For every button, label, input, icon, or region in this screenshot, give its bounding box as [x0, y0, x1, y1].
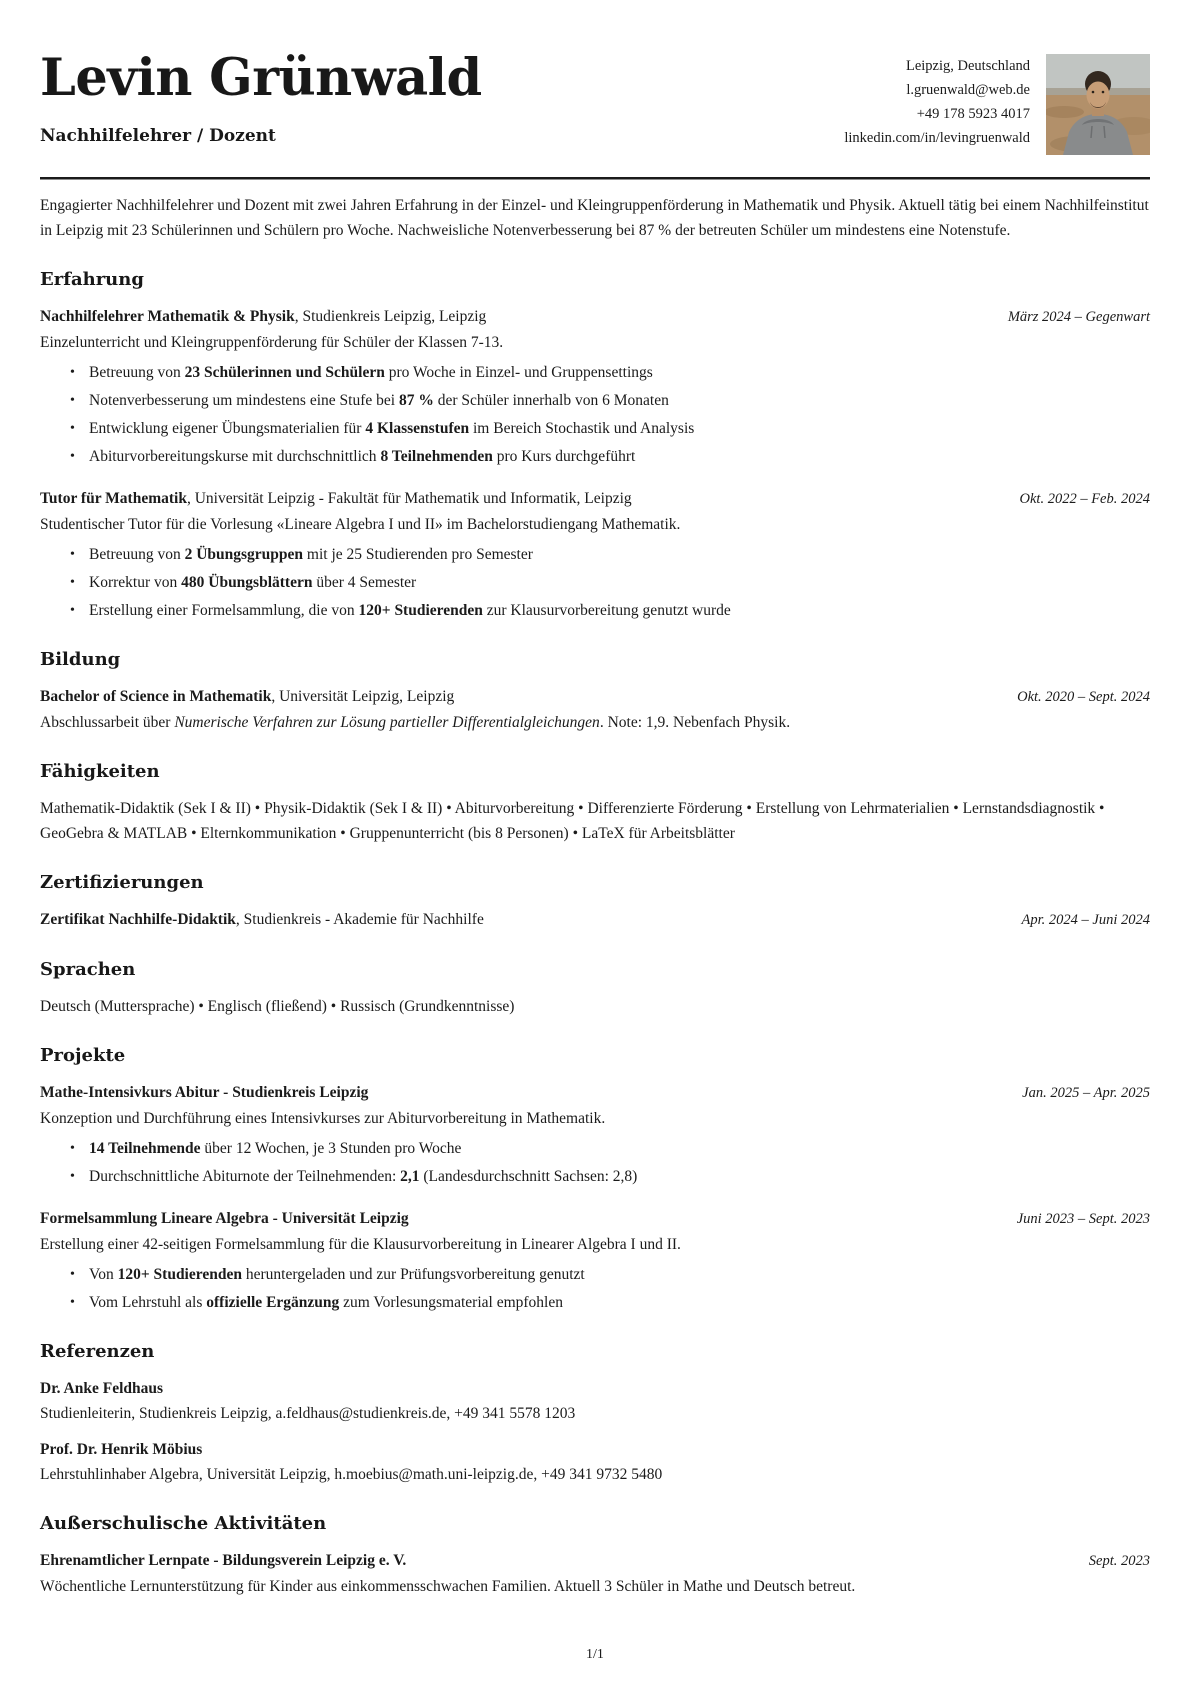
thesis-title: Numerische Verfahren zur Lösung partieller Differentialgleichungen: [174, 714, 600, 731]
entry-header: [40, 1548, 1150, 1574]
section-heading-certifications: Zertifizierungen: [40, 872, 204, 893]
header-contact-area: [844, 54, 1150, 155]
experience-entry: [40, 304, 1150, 469]
section-activities: [40, 1512, 1150, 1599]
reference-entry: [40, 1437, 1150, 1487]
entry-header: [40, 304, 1150, 330]
activity-name: Ehrenamtlicher Lernpate - Bildungsverein Leipzig e. V.: [40, 1552, 407, 1569]
skills-list: Mathematik-Didaktik (Sek I & II) • Physik-Didaktik (Sek I & II) • Abiturvorbereitung • Differenzierte Förderung • Erstellung von Lehrmaterialien • Lernstandsdiagnostik • GeoGebra & MATLAB • Elternkommunikation • Gruppenunterricht (bis 8 Personen) • LaTeX für Arbeitsblätter: [40, 800, 1105, 842]
entry-title: [40, 684, 454, 709]
section-heading-skills: Fähigkeiten: [40, 761, 160, 782]
entry-date: Juni 2023 – Sept. 2023: [1016, 1211, 1150, 1227]
entry-description: Erstellung einer 42-seitigen Formelsammlung für die Klausurvorbereitung in Linearer Algebra I und II.: [40, 1236, 681, 1253]
entry-date: Jan. 2025 – Apr. 2025: [1022, 1085, 1150, 1101]
entry-date: Apr. 2024 – Juni 2024: [1021, 912, 1150, 928]
section-projects: [40, 1044, 1150, 1315]
reference-entry: [40, 1376, 1150, 1426]
activity-entry: [40, 1548, 1150, 1599]
reference-name: Dr. Anke Feldhaus: [40, 1380, 164, 1397]
entry-title: [40, 1548, 406, 1573]
section-references: [40, 1340, 1150, 1487]
entry-title: [40, 1206, 409, 1231]
project-entry: [40, 1206, 1150, 1315]
bullet-item: • Von 120+ Studierenden heruntergeladen und zur Prüfungsvorbereitung genutzt: [68, 1262, 1150, 1287]
bullet-item: • Durchschnittliche Abiturnote der Teilnehmenden: 2,1 (Landesdurchschnitt Sachsen: 2,8): [68, 1164, 1150, 1189]
experience-entry: [40, 486, 1150, 623]
section-certifications: [40, 871, 1150, 933]
entry-bullets: [40, 1136, 1150, 1189]
bullet-item: • Entwicklung eigener Übungsmaterialien für 4 Klassenstufen im Bereich Stochastik und Analysis: [68, 416, 1150, 441]
bullet-item: • Betreuung von 23 Schülerinnen und Schülern pro Woche in Einzel- und Gruppensettings: [68, 360, 1150, 385]
degree-name: Bachelor of Science in Mathematik: [40, 688, 272, 705]
reference-detail: Lehrstuhlinhaber Algebra, Universität Leipzig, h.moebius@math.uni-leipzig.de, +49 341 9732 5480: [40, 1466, 663, 1483]
entry-header: [40, 1206, 1150, 1232]
project-name: Formelsammlung Lineare Algebra - Universität Leipzig: [40, 1210, 409, 1227]
entry-date: Sept. 2023: [1088, 1553, 1150, 1569]
project-entry: [40, 1080, 1150, 1189]
contact-linkedin: linkedin.com/in/levingruenwald: [844, 130, 1030, 146]
summary: Engagierter Nachhilfelehrer und Dozent mit zwei Jahren Erfahrung in der Einzel- und Kleingruppenförderung in Mathematik und Physik. Aktuell tätig bei einem Nachhilfeinstitut in Leipzig mit 23 Schülerinnen und Schülern pro Woche. Nachweisliche Notenverbesserung bei 87 % der betreuten Schüler um mindestens eine Notenstufe.: [40, 197, 1149, 239]
entry-org: , Universität Leipzig, Leipzig: [271, 688, 455, 705]
section-heading-activities: Außerschulische Aktivitäten: [40, 1513, 327, 1534]
entry-description: Wöchentliche Lernunterstützung für Kinder aus einkommensschwachen Familien. Aktuell 3 Schüler in Mathe und Deutsch betreut.: [40, 1578, 856, 1595]
entry-date: Okt. 2022 – Feb. 2024: [1019, 491, 1150, 507]
entry-description: Konzeption und Durchführung eines Intensivkurses zur Abiturvorbereitung in Mathematik.: [40, 1110, 606, 1127]
page-number: 1/1: [586, 1647, 604, 1662]
entry-header: [40, 1080, 1150, 1106]
entry-title: [40, 907, 484, 932]
page-title: Levin Grünwald: [40, 48, 482, 108]
entry-description: Studentischer Tutor für die Vorlesung «Lineare Algebra I und II» im Bachelorstudiengang Mathematik.: [40, 516, 681, 533]
entry-role: Tutor für Mathematik: [40, 490, 187, 507]
bullet-item: • 14 Teilnehmende über 12 Wochen, je 3 Stunden pro Woche: [68, 1136, 1150, 1161]
reference-detail: Studienleiterin, Studienkreis Leipzig, a.feldhaus@studienkreis.de, +49 341 5578 1203: [40, 1405, 576, 1422]
section-experience: [40, 268, 1150, 623]
languages-list: Deutsch (Muttersprache) • Englisch (fließend) • Russisch (Grundkenntnisse): [40, 998, 515, 1015]
entry-description: Einzelunterricht und Kleingruppenförderung für Schüler der Klassen 7-13.: [40, 334, 504, 351]
entry-title: [40, 304, 486, 329]
profile-photo-illustration: [1046, 54, 1150, 155]
contact-location: Leipzig, Deutschland: [905, 58, 1030, 74]
reference-name: Prof. Dr. Henrik Möbius: [40, 1441, 203, 1458]
section-heading-education: Bildung: [40, 649, 121, 670]
bullet-item: • Erstellung einer Formelsammlung, die von 120+ Studierenden zur Klausurvorbereitung genutzt wurde: [68, 598, 1150, 623]
bullet-item: • Vom Lehrstuhl als offizielle Ergänzung zum Vorlesungsmaterial empfohlen: [68, 1290, 1150, 1315]
project-name: Mathe-Intensivkurs Abitur - Studienkreis Leipzig: [40, 1084, 369, 1101]
section-heading-languages: Sprachen: [40, 959, 136, 980]
entry-org: , Studienkreis - Akademie für Nachhilfe: [235, 911, 484, 928]
header: [40, 48, 1150, 155]
entry-header: [40, 486, 1150, 512]
entry-org: , Universität Leipzig - Fakultät für Mathematik und Informatik, Leipzig: [186, 490, 632, 507]
section-heading-experience: Erfahrung: [40, 269, 144, 290]
contact-block: [844, 54, 1030, 150]
section-heading-projects: Projekte: [40, 1045, 126, 1066]
entry-header: [40, 684, 1150, 710]
entry-date: März 2024 – Gegenwart: [1007, 309, 1150, 325]
entry-bullets: [40, 1262, 1150, 1315]
section-languages: [40, 958, 1150, 1019]
contact-phone: +49 178 5923 4017: [916, 106, 1030, 122]
certificate-name: Zertifikat Nachhilfe-Didaktik: [40, 911, 236, 928]
header-divider: [40, 177, 1150, 180]
entry-title: [40, 1080, 368, 1105]
entry-title: [40, 486, 632, 511]
entry-date: Okt. 2020 – Sept. 2024: [1017, 689, 1150, 705]
bullet-item: • Notenverbesserung um mindestens eine Stufe bei 87 % der Schüler innerhalb von 6 Monaten: [68, 388, 1150, 413]
section-heading-references: Referenzen: [40, 1341, 155, 1362]
bullet-item: • Korrektur von 480 Übungsblättern über 4 Semester: [68, 570, 1150, 595]
education-entry: [40, 684, 1150, 735]
contact-email: l.gruenwald@web.de: [906, 82, 1030, 98]
header-identity: [40, 48, 844, 149]
bullet-item: • Betreuung von 2 Übungsgruppen mit je 25 Studierenden pro Semester: [68, 542, 1150, 567]
bullet-item: • Abiturvorbereitungskurse mit durchschnittlich 8 Teilnehmenden pro Kurs durchgeführt: [68, 444, 1150, 469]
entry-description: Abschlussarbeit über Numerische Verfahren zur Lösung partieller Differentialgleichungen. Note: 1,9. Nebenfach Physik.: [40, 714, 791, 731]
entry-bullets: [40, 542, 1150, 623]
profile-photo: [1046, 54, 1150, 155]
certification-entry: [40, 907, 1150, 933]
job-subtitle: Nachhilfelehrer / Dozent: [40, 126, 276, 147]
section-skills: [40, 760, 1150, 846]
entry-bullets: [40, 360, 1150, 469]
entry-org: , Studienkreis Leipzig, Leipzig: [294, 308, 487, 325]
entry-header: [40, 907, 1150, 933]
section-education: [40, 648, 1150, 735]
entry-role: Nachhilfelehrer Mathematik & Physik: [40, 308, 295, 325]
